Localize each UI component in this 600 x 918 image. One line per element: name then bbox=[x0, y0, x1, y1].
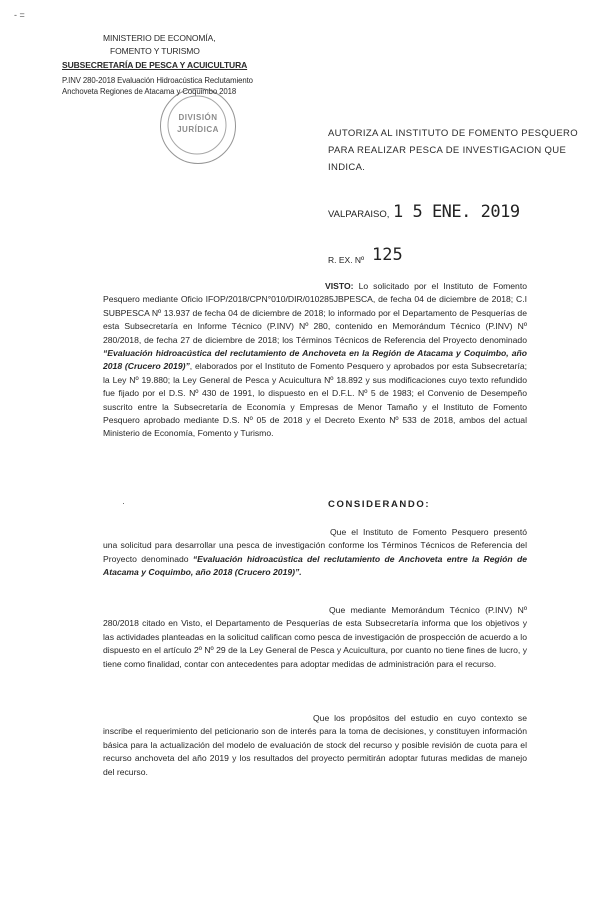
considerando-p2-text: Que mediante Memorándum Técnico (P.INV) Nº 280/2018 citado en Visto, el Departamento de Pesquerías de esta Subsecretaría informa que los objetivos y las actividades planteadas en la solicitud califican como pesca de investigación de prospección de acuerdo a lo dispuesto en el artículo 2º Nº 29 de la Ley General de Pesca y Acuicultura, por cuanto no tiene fines de lucro, y tiene como finalidad, contar con antecedentes para adoptar medidas de administración para el recurso. bbox=[103, 605, 527, 669]
title-line-2: PARA REALIZAR PESCA DE INVESTIGACION QUE bbox=[328, 145, 567, 156]
considerando-p1-project: “Evaluación hidroacústica del reclutamiento de Anchoveta entre la Región de Atacama y Coquimbo, año 2018 (Crucero 2019)”. bbox=[103, 553, 528, 578]
visto-paragraph bbox=[103, 280, 527, 441]
rex-number: 125 bbox=[372, 245, 403, 265]
considerando-paragraph-1 bbox=[103, 526, 527, 580]
considerando-p3-text: Que los propósitos del estudio en cuyo contexto se inscribe el requerimiento del peticionario son de interés para la toma de decisiones, y constituyen información básica para la actualización del modelo de evaluación de stock del recurso y posible revisión de cuota para el recurso anchoveta del año 2019 y los resultados del proyecto permitirán adoptar futuras medidas de manejo del recurso. bbox=[103, 713, 527, 777]
ministry-line-1: MINISTERIO DE ECONOMÍA, bbox=[103, 33, 216, 43]
division-juridica-stamp bbox=[160, 88, 236, 164]
considerando-paragraph-3 bbox=[103, 712, 527, 779]
subsecretaria-line: SUBSECRETARÍA DE PESCA Y ACUICULTURA bbox=[62, 60, 248, 70]
rex-label: R. EX. Nº bbox=[328, 255, 365, 265]
reference-line-2: Anchoveta Regiones de Atacama y Coquimbo 2018 bbox=[62, 87, 237, 96]
considerando-heading: CONSIDERANDO: bbox=[328, 499, 431, 510]
title-line-1: AUTORIZA AL INSTITUTO DE FOMENTO PESQUERO bbox=[328, 128, 578, 139]
title-line-3: INDICA. bbox=[328, 162, 366, 173]
considerando-p1-text: Que el Instituto de Fomento Pesquero presentó una solicitud para desarrollar una pesca de investigación conforme los Términos Técnicos de Referencia del Proyecto denominado bbox=[103, 527, 527, 564]
place-city: VALPARAISO, bbox=[328, 209, 390, 220]
stamp-text-1: DIVISIÓN bbox=[178, 113, 218, 122]
corner-mark: - = bbox=[14, 10, 25, 20]
visto-label: VISTO: bbox=[325, 281, 354, 291]
considerando-paragraph-2 bbox=[103, 604, 527, 671]
visto-project-title: “Evaluación hidroacústica del reclutamiento de Anchoveta en la Región de Atacama y Coquimbo, año 2018 (Crucero 2019)” bbox=[103, 348, 527, 372]
visto-text-a: Lo solicitado por el Instituto de Fomento Pesquero mediante Oficio IFOP/2018/CPN°010/DIR/010285JBPESCA, de fecha 04 de diciembre de 2018; C.I SUBPESCA Nº 13.937 de fecha 04 de diciembre de 2018; lo informado por el Departamento de Pesquerías de esta Subsecretaría en Informe Técnico (P.INV) Nº 280, contenido en Memorándum Técnico (P.INV) Nº 280/2018, de fecha 27 de diciembre de 2018; los Términos Técnicos de Referencia del Proyecto denominado bbox=[103, 281, 527, 345]
stamp-text-2: JURÍDICA bbox=[177, 125, 219, 134]
resolution-date: 1 5 ENE. 2019 bbox=[393, 202, 520, 222]
reference-line-1: P.INV 280-2018 Evaluación Hidroacústica Reclutamiento bbox=[62, 76, 253, 85]
margin-dot: · bbox=[122, 498, 125, 508]
visto-text-b: , elaborados por el Instituto de Fomento Pesquero y aprobados por esta Subsecretaría; la Ley Nº 19.880; la Ley General de Pesca y Acuicultura Nº 18.892 y sus modificaciones cuyo texto refundido fue fijado por el D.S. Nº 430 de 1991, lo dispuesto en el D.F.L. Nº 5 de 1983; el Convenio de Desempeño suscrito entre la Subsecretaría de Economía y Empresas de Menor Tamaño y el Instituto de Fomento Pesquero aprobado mediante D.S. Nº 05 de 2018 y el Decreto Exento Nº 533 de 2018, ambos del actual Ministerio de Economía, Fomento y Turismo. bbox=[103, 361, 528, 439]
ministry-line-2: FOMENTO Y TURISMO bbox=[110, 46, 200, 56]
